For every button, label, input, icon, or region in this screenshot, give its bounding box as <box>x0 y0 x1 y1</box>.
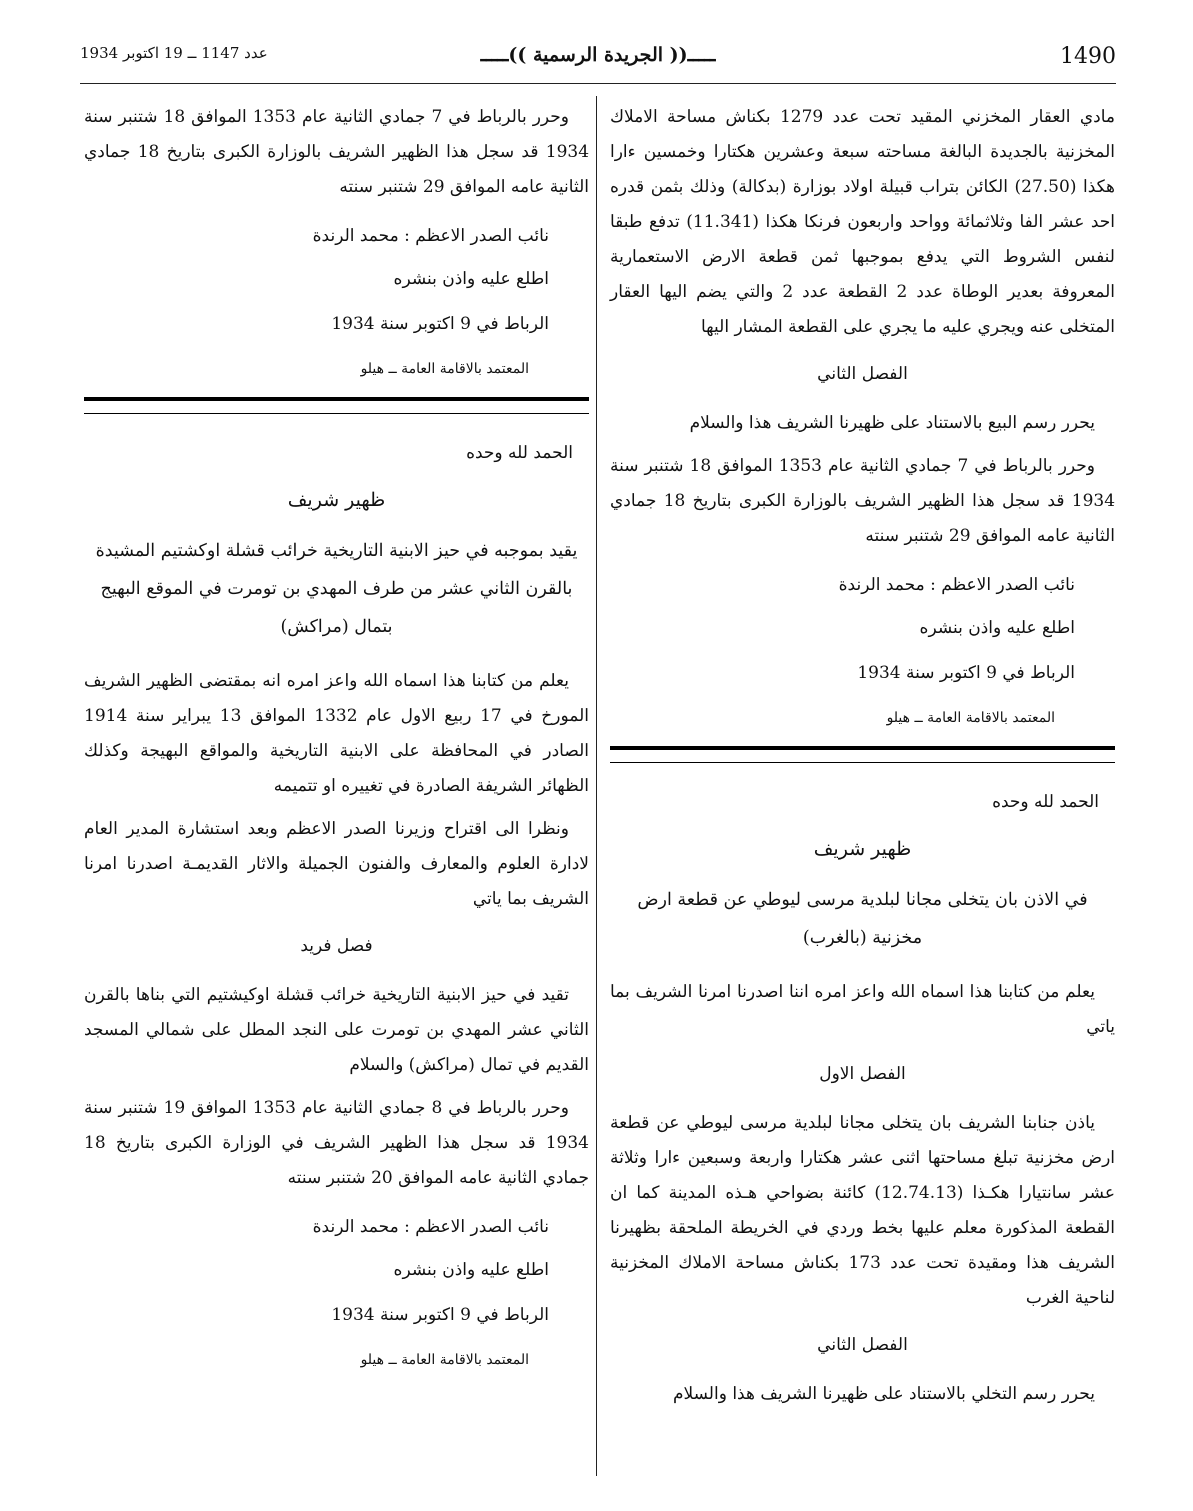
section-separator-thin <box>84 413 589 414</box>
approval-line: اطلع عليه واذن بنشره <box>393 269 549 289</box>
right-column <box>610 100 1115 1460</box>
resident-line: المعتمد بالاقامة العامة ــ هيلو <box>360 1352 529 1368</box>
column-divider <box>596 96 597 1476</box>
approval-line: اطلع عليه واذن بنشره <box>919 618 1075 638</box>
body-paragraph: مادي العقار المخزني المقيد تحت عدد 1279 بكناش مساحة الاملاك المخزنية بالجديدة البالغة مساحته سبعة وعشرين هكتارا وخمسين ءارا هكذا (27.50) الكائن بتراب قبيلة اولاد بوزارة (بدكالة) وذلك بثمن قدره احد عشر الفا وثلاثمائة وواحد واربعون فرنكا هكذا (11.341) تدفع طبقا لنفس الشروط التي يدفع بموجبها ثمن قطعة الارض الاستعمارية المعروفة بعدير الوطاة عدد 2 القطعة عدد 2 والتي يضم اليها العقار المتخلى عنه ويجري عليه ما يجري على القطعة المشار اليها <box>610 107 1115 337</box>
signature: نائب الصدر الاعظم : محمد الرندة <box>312 226 549 246</box>
body-paragraph: يحرر رسم التخلي بالاستناد على ظهيرنا الشريف هذا والسلام <box>672 1384 1095 1404</box>
body-paragraph: تقيد في حيز الابنية التاريخية خرائب قشلة اوكيشتيم التي بناها بالقرن الثاني عشر المهدي بن تومرت على النجد المطل على شمالي المسجد القديم في تمال (مراكش) والسلام <box>84 985 589 1075</box>
date-line: الرباط في 9 اكتوبر سنة 1934 <box>331 314 549 334</box>
resident-line: المعتمد بالاقامة العامة ــ هيلو <box>360 361 529 377</box>
gazette-title: ـــــ(( الجريدة الرسمية ))ـــــ <box>480 44 716 66</box>
signature: نائب الصدر الاعظم : محمد الرندة <box>838 575 1075 595</box>
header-rule <box>80 83 1116 84</box>
date-line: الرباط في 9 اكتوبر سنة 1934 <box>857 663 1075 683</box>
written-paragraph: وحرر بالرباط في 8 جمادي الثانية عام 1353 الموافق 19 شتنبر سنة 1934 قد سجل هذا الظهير الشريف في الوزارة الكبرى بتاريخ 18 جمادي الثانية عامه الموافق 20 شتنبر سنته <box>84 1098 589 1188</box>
approval-line: اطلع عليه واذن بنشره <box>393 1260 549 1280</box>
chapter-heading: الفصل الثاني <box>817 1335 908 1355</box>
section-separator-thin <box>610 762 1115 763</box>
chapter-heading: الفصل الاول <box>819 1064 906 1084</box>
body-paragraph: يعلم من كتابنا هذا اسماه الله واعز امره انه بمقتضى الظهير الشريف المورخ في 17 ربيع الاول عام 1332 الموافق 13 يبراير سنة 1914 الصادر في المحافظة على الابنية التاريخية والمواقع البهيجة وكذلك الظهائر الشريفة الصادرة في تغييره او تتميمه <box>84 671 590 796</box>
left-column <box>84 100 589 1460</box>
body-paragraph: يحرر رسم البيع بالاستناد على ظهيرنا الشريف هذا والسلام <box>689 413 1095 433</box>
page-number: 1490 <box>1060 44 1116 69</box>
decree-preamble: في الاذن بان يتخلى مجانا لبلدية مرسى ليوطي عن قطعة ارض مخزنية (بالغرب) <box>637 890 1088 948</box>
body-paragraph: يعلم من كتابنا هذا اسماه الله واعز امره اننا اصدرنا امرنا الشريف بما ياتي <box>610 982 1115 1037</box>
chapter-heading: فصل فريد <box>300 936 373 956</box>
invocation: الحمد لله وحده <box>466 443 573 463</box>
chapter-heading: الفصل الثاني <box>817 364 908 384</box>
body-paragraph: ونظرا الى اقتراح وزيرنا الصدر الاعظم وبعد استشارة المدير العام لادارة العلوم والمعارف والفنون الجميلة والاثار القديمـة اصدرنا امرنا الشريف بما ياتي <box>84 819 589 909</box>
written-paragraph: وحرر بالرباط في 7 جمادي الثانية عام 1353 الموافق 18 شتنبر سنة 1934 قد سجل هذا الظهير الشريف بالوزارة الكبرى بتاريخ 18 جمادي الثانية عامه الموافق 29 شتنبر سنته <box>84 107 590 197</box>
signature: نائب الصدر الاعظم : محمد الرندة <box>312 1217 549 1237</box>
decree-title: ظهير شريف <box>813 838 912 860</box>
date-line: الرباط في 9 اكتوبر سنة 1934 <box>331 1305 549 1325</box>
decree-title: ظهير شريف <box>287 489 386 511</box>
body-paragraph: ياذن جنابنا الشريف بان يتخلى مجانا لبلدية مرسى ليوطي عن قطعة ارض مخزنية تبلغ مساحتها اثنى عشر هكتارا واربعة وسبعين ءارا وثلاثة عشر سانتيارا هكـذا (12.74.13) كائنة بضواحي هـذه المدينة كما ان القطعة المذكورة معلم عليها بخط وردي في الخريطة الملحقة بظهيرنا الشريف هذا ومقيدة تحت عدد 173 بكناش مساحة الاملاك المخزنية لناحية الغرب <box>610 1113 1115 1308</box>
section-separator <box>84 397 589 401</box>
resident-line: المعتمد بالاقامة العامة ــ هيلو <box>886 710 1055 726</box>
written-paragraph: وحرر بالرباط في 7 جمادي الثانية عام 1353 الموافق 18 شتنبر سنة 1934 قد سجل هذا الظهير الشريف بالوزارة الكبرى بتاريخ 18 جمادي الثانية عامه الموافق 29 شتنبر سنته <box>610 456 1116 546</box>
issue-info: عدد 1147 ــ 19 اكتوبر 1934 <box>80 44 268 62</box>
invocation: الحمد لله وحده <box>992 792 1099 812</box>
section-separator <box>610 746 1115 750</box>
decree-preamble: يقيد بموجبه في حيز الابنية التاريخية خرائب قشلة اوكشتيم المشيدة بالقرن الثاني عشر من طرف المهدي بن تومرت في الموقع البهيج بتمال (مراكش) <box>95 541 578 637</box>
